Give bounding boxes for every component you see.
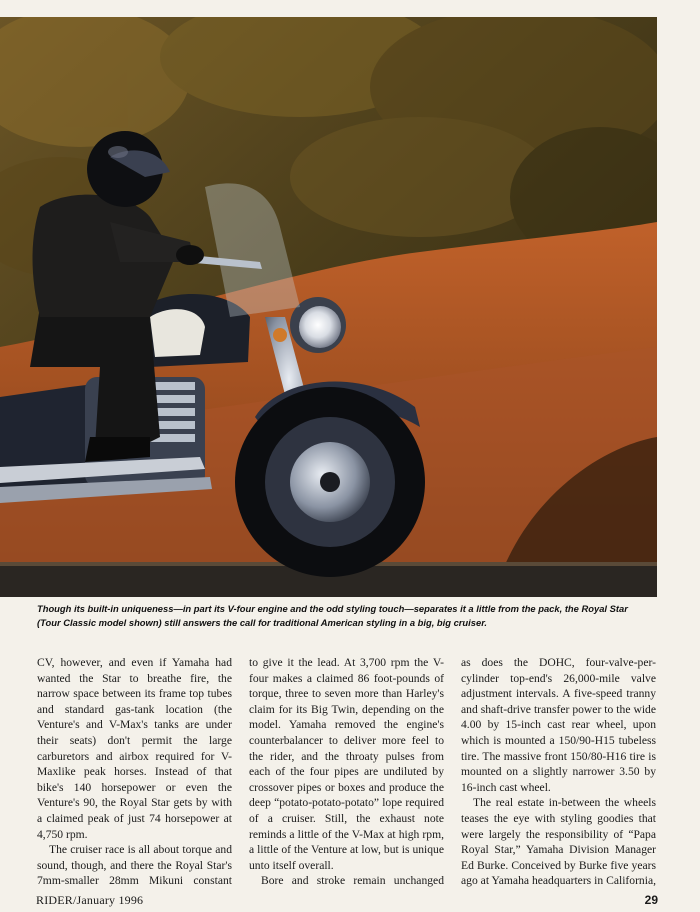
paragraph: as does the DOHC, four-valve-per-cylinder top-end's 26,000-mile valve adjustment intervals. A five-speed tranny and shaft-drive transfer power to the wide 4.00 by 15-inch cast rear wheel, upon which is mounted a 150/90-H15 tubeless tire. The massive front 150/80-H16 tire is mounted on a slightly narrower 3.50 by 16-inch cast wheel. xyxy=(461,656,656,794)
paragraph: The real estate in-between the wheels teases the eye with styling goodies that were largely the responsibility of “Papa Royal Star,” Yamaha Division Manager Ed Burke. Conceived by Burke five years ago at Yamaha headquarters in California, xyxy=(461,796,656,888)
photo-caption: Though its built-in uniqueness—in part its V-four engine and the odd styling touch—separates it a little from the pack, the Royal Star (Tour Classic model shown) still answers the call for traditional American styling in a big, big cruiser. xyxy=(37,603,628,628)
paragraph: The cruiser race is all about torque and sound, though, and there the Royal Star's 7mm-smaller 28mm Mikuni constant xyxy=(37,843,232,888)
article-column-2 xyxy=(249,655,444,891)
article-column-1 xyxy=(37,655,232,891)
magazine-folio: RIDER/January 1996 xyxy=(36,893,144,907)
paragraph: Bore and stroke remain unchanged xyxy=(261,874,444,888)
article-column-3 xyxy=(461,655,656,891)
article-body xyxy=(37,655,657,891)
motorcycle-photo xyxy=(0,17,657,597)
paragraph: CV, however, and even if Yamaha had wanted the Star to breathe fire, the narrow space between its frame top tubes and standard gas-tank location (the Venture's and V-Max's tanks are under their seats) don't permit the large carburetors and airbox required for V-Maxlike peak horses. Instead of that bike's 140 horsepower or even the Venture's 90, the Royal Star gets by with a claimed peak of just 74 horsepower at 4,750 rpm. xyxy=(37,656,232,841)
paragraph: to give it the lead. At 3,700 rpm the V-four makes a claimed 86 foot-pounds of torque, three to seven more than Harley's claim for its Big Twin, depending on the model. Yamaha removed the engine's counterbalancer to deliver more feel to the rider, and the throaty pulses from each of the four pipes are undiluted by crossover pipes or boxes and produce the deep “potato-potato-potato” lope required of a cruiser. Still, the exhaust note reminds a little of the V-Max at high rpm, a little of the Venture at low, but is unique unto itself overall. xyxy=(249,656,444,872)
page-number: 29 xyxy=(644,893,658,907)
